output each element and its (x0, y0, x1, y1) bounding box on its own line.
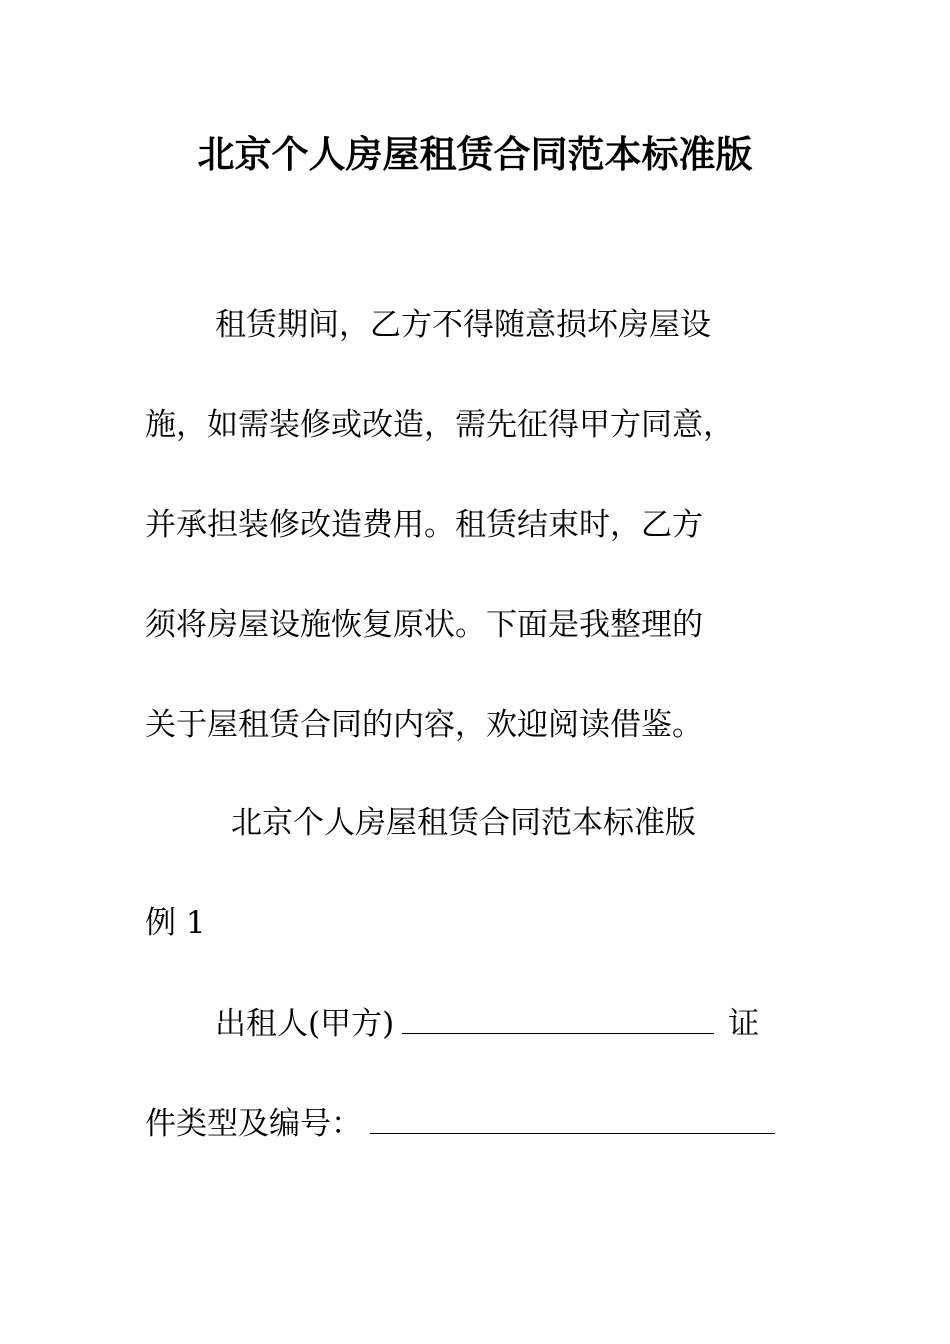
paragraph-line-4: 须将房屋设施恢复原状。下面是我整理的 (145, 607, 703, 643)
paragraph-line-3: 并承担装修改造费用。租赁结束时，乙方 (145, 507, 703, 543)
id-number-blank (370, 1103, 775, 1134)
paragraph-line-1: 租赁期间，乙方不得随意损坏房屋设 (215, 307, 711, 343)
id-label-start: 证 (728, 1006, 760, 1042)
lessor-label: 出租人(甲方) (215, 1006, 395, 1042)
example-number: 例 1 (145, 905, 206, 941)
document-title: 北京个人房屋租赁合同范本标准版 (197, 132, 753, 176)
lessor-name-blank (402, 1003, 714, 1034)
paragraph-line-2: 施，如需装修或改造，需先征得甲方同意， (145, 407, 734, 443)
paragraph-line-5: 关于屋租赁合同的内容，欢迎阅读借鉴。 (145, 707, 703, 743)
example-heading: 北京个人房屋租赁合同范本标准版 (231, 805, 696, 841)
id-label: 件类型及编号： (145, 1106, 362, 1142)
lessor-line (145, 1003, 875, 1044)
id-line (145, 1103, 805, 1144)
